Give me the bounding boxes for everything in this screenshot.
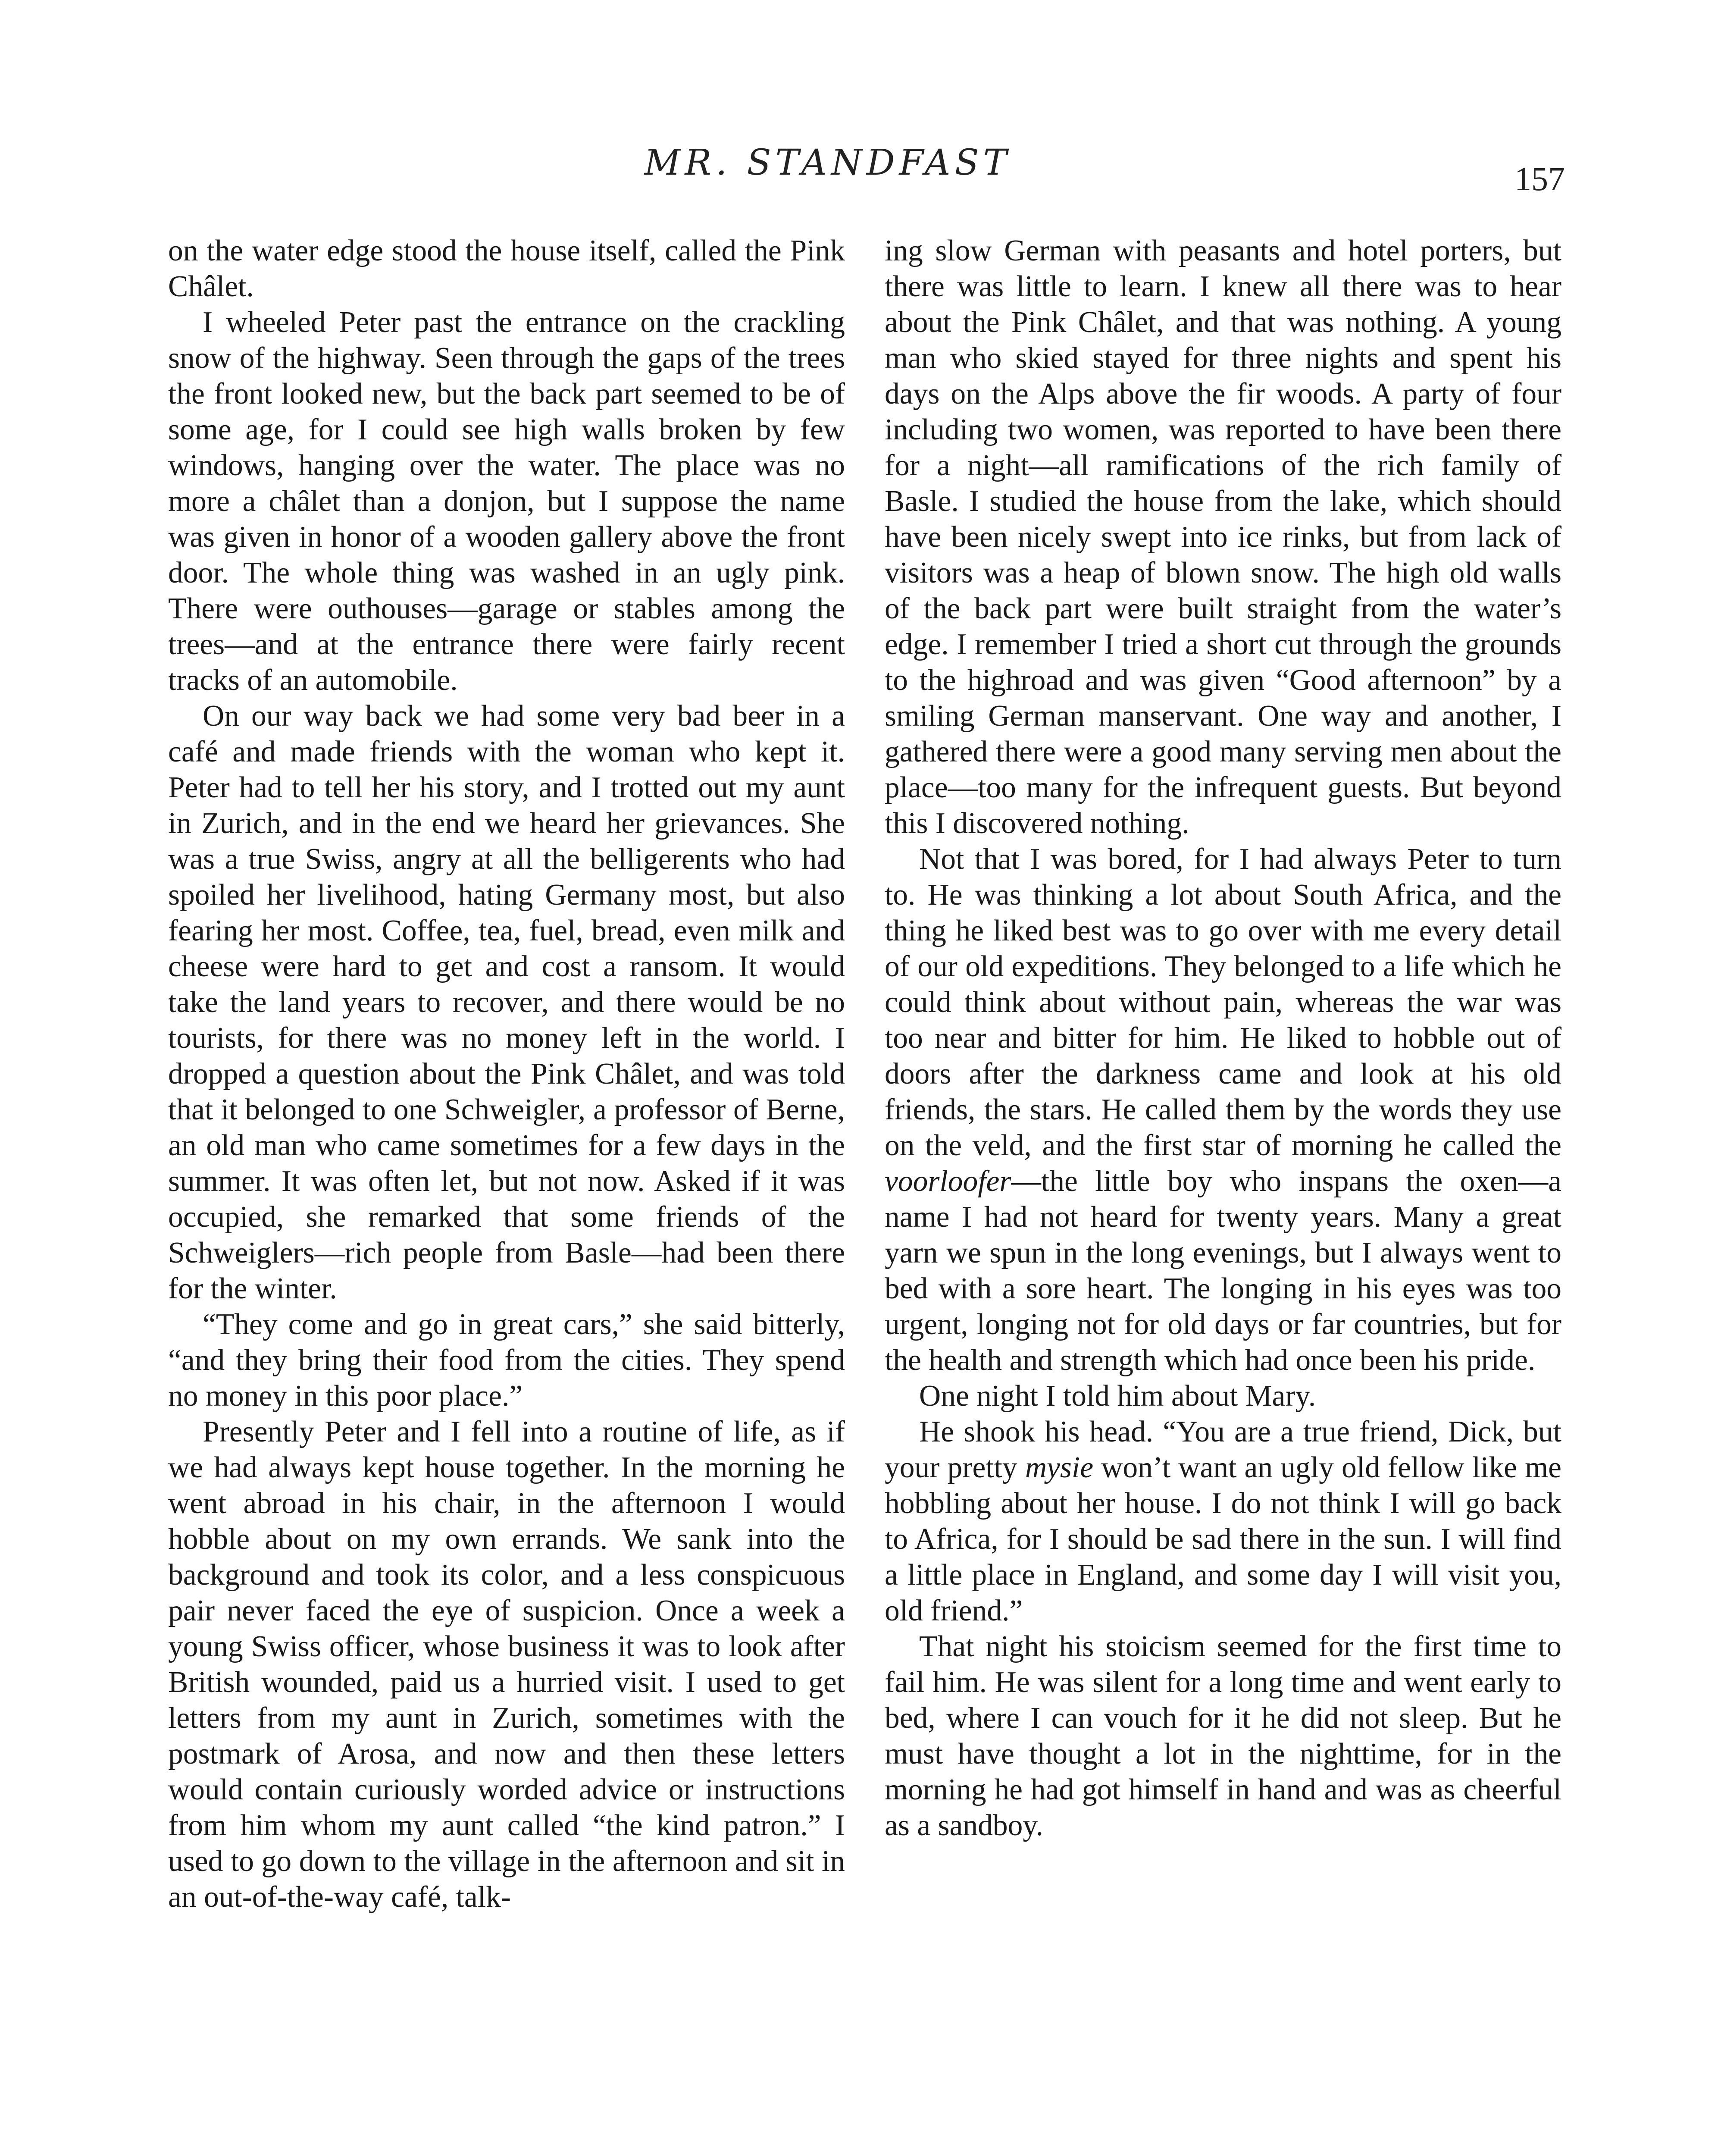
paragraph: “They come and go in great cars,” she said bitterly, “and they bring their food from the cities. They spend no money in this poor place.”: [168, 1308, 845, 1413]
paragraph: [885, 1414, 1561, 1629]
paragraph: [885, 841, 1561, 1378]
paragraph-text: He shook his head. “You are a true friend, Dick, but your pretty: [885, 1415, 1561, 1484]
page-number: 157: [1514, 160, 1565, 197]
paragraph: Presently Peter and I fell into a routine of life, as if we had always kept house together. In the morning he went abroad in his chair, in the afternoon I would hobble about on my own errands. We sank into the background and took its color, and a less conspicuous pair never faced the eye of suspicion. Once a week a young Swiss officer, whose business it was to look after British wounded, paid us a hurried visit. I used to get letters from my aunt in Zurich, sometimes with the postmark of Arosa, and now and then these letters would contain curiously worded advice or instructions from him whom my aunt called “the kind patron.” I used to go down to the village in the afternoon and sit in an out-of-the-way café, talk-: [168, 1415, 845, 1914]
left-column: [168, 233, 845, 1915]
running-title: MR. STANDFAST: [644, 142, 1011, 183]
italic-word: voorloofer: [885, 1165, 1011, 1198]
paragraph-text: won’t want an ugly old fellow like me hobbling about her house. I do not think I will go back to Africa, for I should be sad there in the sun. I will find a little place in England, and some day I will visit you, old friend.”: [885, 1451, 1561, 1627]
paragraph: That night his stoicism seemed for the first time to fail him. He was silent for a long time and went early to bed, where I can vouch for it he did not sleep. But he must have thought a lot in the nighttime, for in the morning he had got himself in hand and was as cheerful as a sandboy.: [885, 1630, 1561, 1842]
paragraph-text: Not that I was bored, for I had always Peter to turn to. He was thinking a lot about South Africa, and the thing he liked best was to go over with me every detail of our old expeditions. They belonged to a life which he could think about without pain, whereas the war was too near and bitter for him. He liked to hobble out of doors after the darkness came and look at his old friends, the stars. He called them by the words they use on the veld, and the first star of morning he called the: [885, 843, 1561, 1162]
right-column: [885, 233, 1561, 1843]
paragraph: on the water edge stood the house itself, called the Pink Châlet.: [168, 234, 845, 303]
paragraph: ing slow German with peasants and hotel porters, but there was little to learn. I knew all there was to hear about the Pink Châlet, and that was nothing. A young man who skied stayed for three nights and spent his days on the Alps above the fir woods. A party of four including two women, was reported to have been there for a night—all ramifications of the rich family of Basle. I studied the house from the lake, which should have been nicely swept into ice rinks, but from lack of visitors was a heap of blown snow. The high old walls of the back part were built straight from the water’s edge. I remember I tried a short cut through the grounds to the highroad and was given “Good afternoon” by a smiling German manservant. One way and another, I gathered there were a good many serving men about the place—too many for the infrequent guests. But beyond this I discovered nothing.: [885, 234, 1561, 840]
paragraph-text: —the little boy who inspans the oxen—a name I had not heard for twenty years. Many a great yarn we spun in the long evenings, but I always went to bed with a sore heart. The longing in his eyes was too urgent, longing not for old days or far countries, but for the health and strength which had once been his pride.: [885, 1165, 1561, 1377]
paragraph: On our way back we had some very bad beer in a café and made friends with the woman who kept it. Peter had to tell her his story, and I trotted out my aunt in Zurich, and in the end we heard her grievances. She was a true Swiss, angry at all the belligerents who had spoiled her livelihood, hating Germany most, but also fearing her most. Coffee, tea, fuel, bread, even milk and cheese were hard to get and cost a ransom. It would take the land years to recover, and there would be no tourists, for there was no money left in the world. I dropped a question about the Pink Châlet, and was told that it belonged to one Schweigler, a professor of Berne, an old man who came sometimes for a few days in the summer. It was often let, but not now. Asked if it was occupied, she remarked that some friends of the Schweiglers—rich people from Basle—had been there for the winter.: [168, 699, 845, 1305]
paragraph: I wheeled Peter past the entrance on the crackling snow of the highway. Seen through the gaps of the trees the front looked new, but the back part seemed to be of some age, for I could see high walls broken by few windows, hanging over the water. The place was no more a châlet than a donjon, but I suppose the name was given in honor of a wooden gallery above the front door. The whole thing was washed in an ugly pink. There were outhouses—garage or stables among the trees—and at the entrance there were fairly recent tracks of an automobile.: [168, 306, 845, 697]
italic-word: mysie: [1025, 1451, 1094, 1484]
paragraph: One night I told him about Mary.: [919, 1379, 1316, 1413]
